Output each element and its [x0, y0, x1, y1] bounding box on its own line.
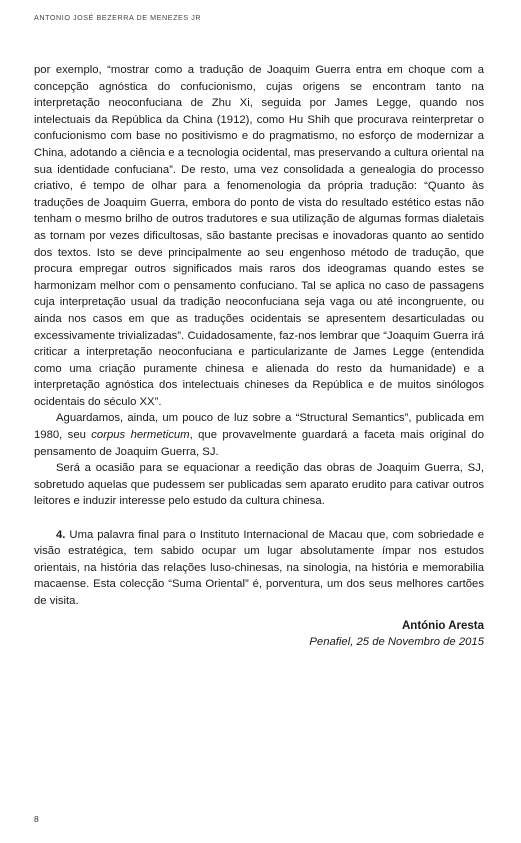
body-text — [34, 62, 484, 651]
section-gap — [34, 510, 484, 527]
paragraph-1: por exemplo, “mostrar como a tradução de Joaquim Guerra entra em choque com a concepção agnóstica do confucionismo, cujas origens se encontram tanto na interpretação neoconfuciana de Zhu Xi, seguida por James Legge, quando nos intelectuais da República da China (1912), como Hu Shih que procurava reinterpretar o confucionismo com base no positivismo e do pragmatismo, no esforço de modernizar a China, adotando a ciência e a tecnologia ocidental, mas preservando a cultura oriental na sua identidade confuciana”. De resto, uma vez consolidada a genealogia do processo criativo, é tempo de olhar para a fenomenologia da própria tradução: “Quanto às traduções de Joaquim Guerra, embora do ponto de vista do resultado estético estas não tenham o mesmo brilho de outros tradutores e sua utilização de algumas formas dialetais as tornam por vezes dificultosas, são bastante precisas e inovadoras quanto ao sentido dos textos. Isto se deve principalmente ao seu engenhoso método de tradução, que procura empregar outros significados mais raros dos ideogramas quando estes se harmonizam melhor com o pensamento confuciano. Tal se aplica no caso de passagens cuja interpretação usual da tradição neoconfuciana seja vaga ou até incongruente, ou ainda nos casos em que as traduções ocidentais se apresentem desarticuladas ou excessivamente trivializadas”. Cuidadosamente, faz-nos lembrar que “Joaquim Guerra irá criticar a interpretação neoconfuciana e particularizante de James Legge (entendida como uma criação puramente chinesa e alienada do resto da humanidade) e a interpretação agnóstica dos intelectuais chineses da República e de muitos sinólogos ocidentais do século XX”. — [34, 64, 484, 408]
paragraph-2-text-start: Aguardamos, ainda, um pouco de luz sobre a “Structural Semantics”, publicada em 1980, seu — [34, 412, 484, 442]
paragraph-4 — [34, 527, 484, 610]
running-head: ANTONIO JOSÉ BEZERRA DE MENEZES JR — [34, 13, 202, 22]
section-number: 4. — [56, 528, 66, 541]
page-number: 8 — [34, 814, 39, 824]
paragraph-3: Será a ocasião para se equacionar a reedição das obras de Joaquim Guerra, SJ, sobretudo aquelas que pudessem ser publicadas sem aparato erudito para cativar outros leitores e induzir interesse pelo estudo da cultura chinesa. — [34, 462, 484, 508]
signature-block — [34, 618, 484, 651]
paragraph-2-text-end: , que provavelmente guardará a faceta mais original do pensamento de Joaquim Guerra, SJ. — [34, 429, 484, 458]
paragraph-2 — [34, 410, 484, 460]
place-date: Penafiel, 25 de Novembro de 2015 — [309, 636, 484, 649]
corpus-hermeticum-italic: corpus hermeticum — [91, 429, 190, 442]
author-name: António Aresta — [402, 619, 484, 632]
paragraph-4-text: Uma palavra final para o Instituto Internacional de Macau que, com sobriedade e visão estratégica, tem sabido ocupar um lugar absolutamente ímpar nos estudos orientais, na história das relações luso-chinesas, na sinologia, na história e memorabilia macaense. Esta colecção “Suma Oriental” é, porventura, um dos seus melhores cartões de visita. — [34, 528, 484, 607]
